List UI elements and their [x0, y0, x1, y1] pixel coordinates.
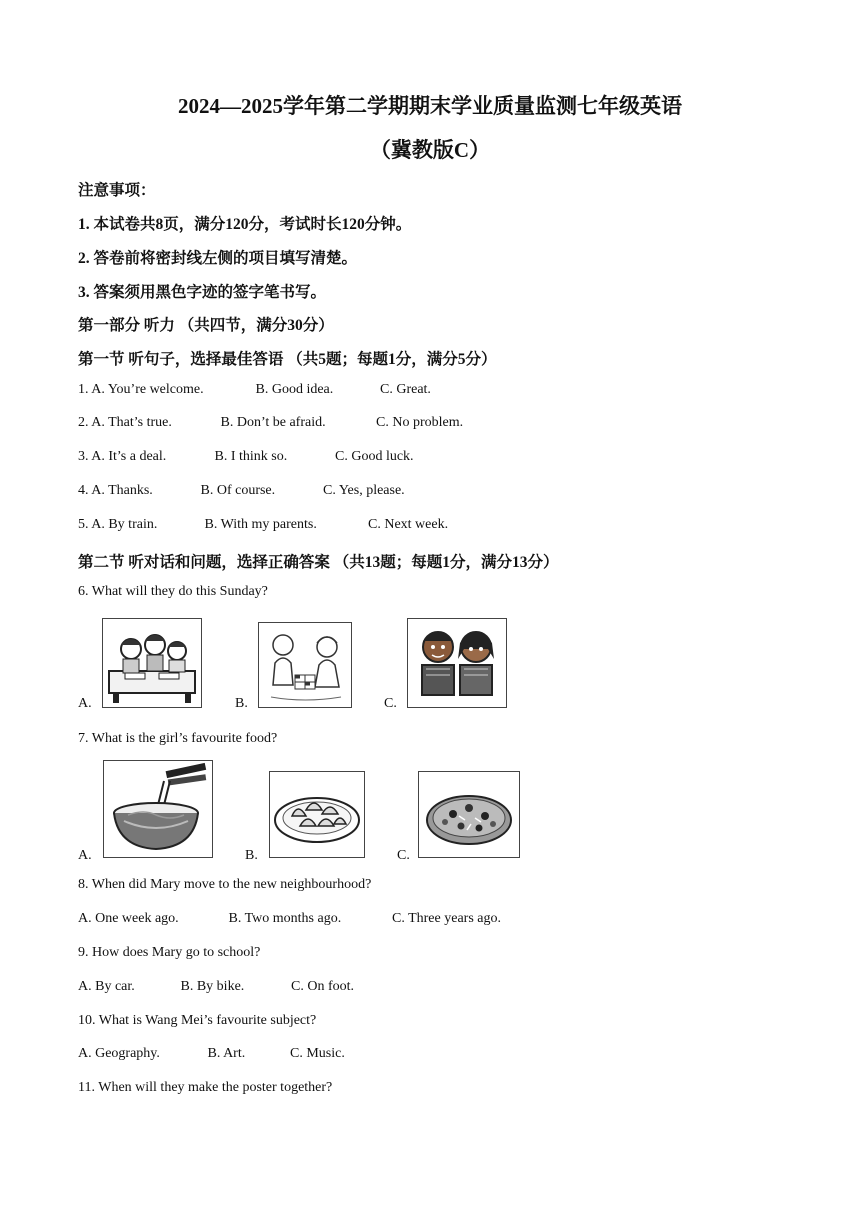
picture-label-c: C.	[397, 848, 410, 863]
option-b: B. Don’t be afraid.	[220, 415, 326, 430]
option-b: B. I think so.	[214, 449, 288, 464]
option-c: C. Great.	[380, 382, 431, 397]
question-row	[78, 483, 405, 499]
question-text: 9. How does Mary go to school?	[78, 945, 261, 960]
question-text: 10. What is Wang Mei’s favourite subject?	[78, 1013, 317, 1028]
pizza-picture	[418, 771, 520, 858]
option-a: 3. A. It’s a deal.	[78, 449, 167, 464]
option-a: 4. A. Thanks.	[78, 483, 153, 498]
option-c: C. No problem.	[376, 415, 464, 430]
question-text: 6. What will they do this Sunday?	[78, 584, 268, 599]
option-c: C. Music.	[290, 1046, 345, 1061]
option-b: B. By bike.	[180, 979, 245, 994]
option-a: 5. A. By train.	[78, 517, 158, 532]
question-row	[78, 415, 463, 431]
option-a: 1. A. You’re welcome.	[78, 382, 204, 397]
picture-label-a: A.	[78, 696, 92, 711]
part1-heading: 第一部分 听力 （共四节，满分30分）	[78, 317, 334, 334]
option-c: C. Next week.	[368, 517, 449, 532]
notes-heading: 注意事项：	[78, 182, 156, 199]
option-c: C. Yes, please.	[323, 483, 405, 498]
picture-label-c: C.	[384, 696, 397, 711]
question-row	[78, 979, 354, 995]
picture-label-a: A.	[78, 848, 92, 863]
option-b: B. Of course.	[200, 483, 276, 498]
picture-label-b: B.	[235, 696, 248, 711]
option-a: 2. A. That’s true.	[78, 415, 172, 430]
children-reading-picture	[407, 618, 507, 708]
option-b: B. Art.	[207, 1046, 246, 1061]
students-desk-picture	[102, 618, 202, 708]
option-a: A. Geography.	[78, 1046, 160, 1061]
section2-heading: 第二节 听对话和问题，选择正确答案 （共13题；每题1分，满分13分）	[78, 554, 559, 571]
exam-subtitle: （冀教版C）	[369, 138, 491, 162]
option-b: B. With my parents.	[204, 517, 317, 532]
option-a: A. One week ago.	[78, 911, 179, 926]
question-row	[78, 517, 448, 533]
children-chess-picture	[258, 622, 352, 708]
noodle-bowl-picture	[103, 760, 213, 858]
exam-title: 2024—2025学年第二学期期末学业质量监测七年级英语	[178, 94, 682, 118]
option-b: B. Good idea.	[255, 382, 334, 397]
question-row	[78, 911, 501, 927]
note-item: 3. 答案须用黑色字迹的签字笔书写。	[78, 284, 327, 301]
note-item: 1. 本试卷共8页，满分120分，考试时长120分钟。	[78, 216, 412, 233]
question-row	[78, 449, 414, 465]
question-text: 11. When will they make the poster together?	[78, 1080, 333, 1095]
question-row	[78, 382, 431, 398]
dumplings-plate-picture	[269, 771, 365, 858]
option-a: A. By car.	[78, 979, 135, 994]
section1-heading: 第一节 听句子，选择最佳答语 （共5题；每题1分，满分5分）	[78, 351, 497, 368]
option-b: B. Two months ago.	[228, 911, 342, 926]
question-row	[78, 1046, 345, 1062]
question-text: 8. When did Mary move to the new neighbourhood?	[78, 877, 372, 892]
note-item: 2. 答卷前将密封线左侧的项目填写清楚。	[78, 250, 358, 267]
question-text: 7. What is the girl’s favourite food?	[78, 731, 278, 746]
picture-label-b: B.	[245, 848, 258, 863]
option-c: C. Three years ago.	[392, 911, 501, 926]
option-c: C. On foot.	[291, 979, 354, 994]
option-c: C. Good luck.	[335, 449, 414, 464]
